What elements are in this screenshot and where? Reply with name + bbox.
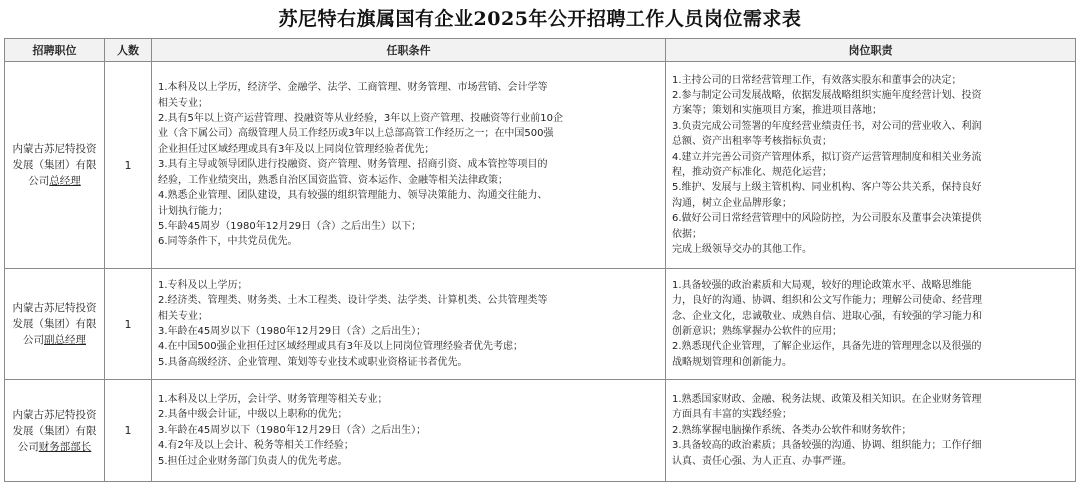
requirements-cell [152, 269, 666, 380]
header-duties: 岗位职责 [666, 39, 1076, 62]
position-cell [5, 380, 105, 482]
requirement-line: 6.同等条件下，中共党员优先。 [158, 236, 298, 248]
requirement-line: 3.年龄在45周岁以下（1980年12月29日（含）之后出生）； [158, 326, 427, 337]
document-title: 苏尼特右旗属国有企业2025年公开招聘工作人员岗位需求表 [278, 8, 802, 30]
duties-cell [666, 62, 1076, 269]
header-count: 人数 [105, 39, 152, 62]
position-cell [5, 269, 105, 380]
duty-line: 5.维护、发展与上级主管机构、同业机构、客户等公共关系，保持良好 [672, 182, 982, 194]
duty-line: 总额、资产出租率等考核指标负责； [672, 136, 832, 148]
requirement-line: 2.经济类、管理类、财务类、土木工程类、设计学类、法学类、计算机类、公共管理类等 [158, 295, 548, 307]
headcount-cell: 1 [105, 62, 152, 269]
duty-line: 完成上级领导交办的其他工作。 [672, 244, 812, 256]
requirement-line: 计划执行能力； [158, 205, 228, 217]
duty-line: 念、企业文化，忠诚敬业、成熟自信、进取心强，有较强的学习能力和 [672, 310, 982, 322]
header-position: 招聘职位 [5, 39, 105, 62]
requirement-line: 4.熟悉企业管理、团队建设，具有较强的组织管理能力、领导决策能力、沟通交往能力、 [158, 190, 548, 202]
requirements-cell [152, 380, 666, 482]
requirement-line: 业（含下属公司）高级管理人员工作经历或3年以上总部高管工作经历之一；在中国500强 [158, 128, 554, 140]
requirement-line: 2.具备中级会计证，中级以上职称的优先； [158, 409, 348, 421]
headcount-cell: 1 [105, 269, 152, 380]
duty-line: 创新意识；熟练掌握办公软件的应用； [672, 326, 842, 337]
duty-line: 沟通，树立企业品牌形象； [672, 197, 792, 209]
requirement-line: 4.有2年及以上会计、税务等相关工作经验； [158, 440, 354, 452]
duties-cell [666, 380, 1076, 482]
requirement-line: 4.在中国500强企业担任过区域经理或具有3年及以上同岗位管理经验者优先考虑； [158, 341, 523, 353]
duty-line: 2.熟练掌握电脑操作系统、各类办公软件和财务软件； [672, 424, 912, 436]
duty-line: 1.具备较强的政治素质和大局观，较好的理论政策水平、战略思维能 [672, 279, 972, 291]
requirement-line: 2.具有5年以上资产运营管理、投融资等从业经验，3年以上资产管理、投融资等行业前10企 [158, 113, 563, 125]
header-requirements: 任职条件 [152, 39, 666, 62]
table-row [5, 62, 1076, 269]
duty-line: 程，推动资产标准化、规范化运营； [672, 167, 832, 178]
duty-line: 3.负责完成公司签署的年度经营业绩责任书，对公司的营业收入、利润 [672, 120, 982, 132]
requirement-line: 1.专科及以上学历； [158, 279, 248, 291]
duty-line: 3.具备较高的政治素质；具备较强的沟通、协调、组织能力；工作仔细 [672, 440, 982, 452]
requirement-line: 相关专业； [158, 310, 208, 322]
duty-line: 4.建立并完善公司资产管理体系，拟订资产运营管理制度和相关业务流 [672, 151, 982, 163]
table-row [5, 269, 1076, 380]
duty-line: 6.做好公司日常经营管理中的风险防控，为公司股东及董事会决策提供 [672, 213, 982, 225]
duty-line: 1.主持公司的日常经营管理工作，有效落实股东和董事会的决定； [672, 74, 962, 86]
requirement-line: 5.年龄45周岁（1980年12月29日（含）之后出生）以下； [158, 220, 422, 232]
duty-line: 战略规划管理和创新能力。 [672, 356, 792, 368]
position-cell [5, 62, 105, 269]
duty-line: 力，良好的沟通、协调、组织和公文写作能力；理解公司使命、经营理 [672, 295, 982, 307]
position-company: 内蒙古苏尼特投资发展（集团）有限公司 [12, 143, 97, 187]
requirement-line: 5.担任过企业财务部门负责人的优先考虑。 [158, 455, 348, 467]
position-title: 财务部部长 [38, 440, 92, 453]
duty-line: 方面具有丰富的实践经验； [672, 409, 792, 421]
requirements-cell [152, 62, 666, 269]
duties-cell [666, 269, 1076, 380]
duty-line: 2.熟悉现代企业管理，了解企业运作，具备先进的管理理念以及很强的 [672, 341, 982, 353]
duty-line: 方案等；策划和实施项目方案，推进项目落地； [672, 105, 882, 117]
requirement-line: 企业担任过区域经理或具有3年及以上同岗位管理经验者优先； [158, 143, 435, 155]
recruitment-table [4, 38, 1076, 482]
requirement-line: 1.本科及以上学历，会计学、财务管理等相关专业； [158, 393, 388, 405]
position-title: 总经理 [49, 175, 81, 187]
headcount-cell: 1 [105, 380, 152, 482]
table-header-row [5, 39, 1076, 62]
duty-line: 依据； [672, 228, 702, 240]
requirement-line: 1.本科及以上学历，经济学、金融学、法学、工商管理、财务管理、市场营销、会计学等 [158, 82, 548, 94]
table-row [5, 380, 1076, 482]
duty-line: 1.熟悉国家财政、金融、税务法规、政策及相关知识。在企业财务管理 [672, 393, 982, 405]
requirement-line: 3.年龄在45周岁以下（1980年12月29日（含）之后出生）； [158, 424, 427, 436]
duty-line: 2.参与制定公司发展战略，依据发展战略组织实施年度经营计划、投资 [672, 89, 982, 101]
position-company: 内蒙古苏尼特投资发展（集团）有限公司 [12, 408, 97, 453]
duty-line: 认真、责任心强、为人正直、办事严谨。 [672, 455, 852, 467]
requirement-line: 经验，工作业绩突出，熟悉自治区国资监管、资本运作、金融等相关法律政策； [158, 174, 508, 186]
requirement-line: 相关专业； [158, 97, 208, 109]
requirement-line: 3.具有主导或领导团队进行投融资、资产管理、财务管理、招商引资、成本管控等项目的 [158, 159, 548, 171]
position-title: 副总经理 [44, 334, 86, 346]
requirement-line: 5.具备高级经济、企业管理、策划等专业技术或职业资格证书者优先。 [158, 356, 468, 368]
position-company: 内蒙古苏尼特投资发展（集团）有限公司 [12, 302, 97, 346]
